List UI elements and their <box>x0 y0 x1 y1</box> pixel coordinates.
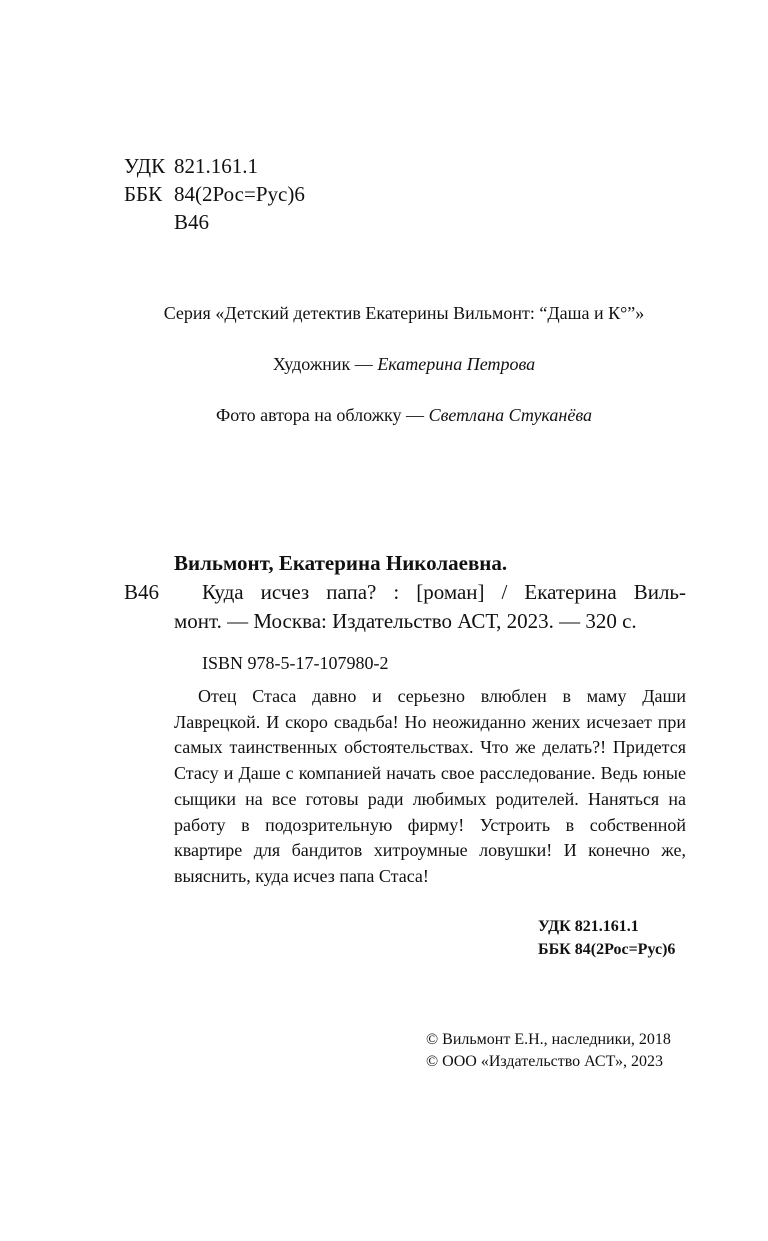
bib-author-mark: В46 <box>124 580 160 604</box>
author-mark-row <box>124 208 305 236</box>
illustrator-label: Художник — <box>272 354 378 374</box>
bbk-label: ББК <box>124 181 163 206</box>
cover-photo-label: Фото автора на обложку — <box>215 405 429 425</box>
bbk-value: 84(2Рос=Рус)6 <box>174 181 305 206</box>
annotation-text: Отец Стаса давно и серьезно влюблен в маму Даши Лаврецкой. И скоро свадьба! Но неожиданно жених исчезает при самых таинственных обстоятельствах. Что же делать?! Придется Стасу и Даше с компанией начать свое расследование. Ведь юные сыщики на все готовы ради любимых родителей. Наняться на работу в подозрительную фирму! Устроить в собственной квартире для бандитов хитроумные ловушки! И конечно же, выяснить, куда исчез папа Стаса! <box>174 686 686 886</box>
bbk-bottom: ББК 84(2Рос=Рус)6 <box>538 941 676 958</box>
author-mark: В46 <box>174 209 210 234</box>
classification-codes-bottom <box>538 915 675 961</box>
author-heading: Вильмонт, Екатерина Николаевна. <box>174 551 508 575</box>
copyright-publisher: © ООО «Издательство АСТ», 2023 <box>426 1053 663 1070</box>
cover-photo-credit <box>0 403 768 427</box>
bib-description-line1: Куда исчез папа? : [роман] / Екатерина Виль- <box>202 580 686 604</box>
udk-label: УДК <box>124 153 166 178</box>
illustrator-credit <box>0 352 768 376</box>
copyright-author: © Вильмонт Е.Н., наследники, 2018 <box>426 1031 671 1048</box>
bbk-row <box>124 180 305 208</box>
illustrator-name: Екатерина Петрова <box>377 354 536 374</box>
classification-codes-top <box>124 152 305 236</box>
isbn: ISBN 978-5-17-107980-2 <box>202 653 389 673</box>
series-line: Серия «Детский детектив Екатерины Вильмонт: “Даша и К°”» <box>163 303 645 323</box>
cover-photo-name: Светлана Стуканёва <box>428 405 593 425</box>
copyright-block <box>426 1029 671 1073</box>
bib-description-line2: монт. — Москва: Издательство АСТ, 2023. — 320 с. <box>174 609 637 633</box>
udk-bottom: УДК 821.161.1 <box>538 918 639 935</box>
udk-row <box>124 152 305 180</box>
udk-value: 821.161.1 <box>174 153 258 178</box>
annotation <box>174 684 686 890</box>
